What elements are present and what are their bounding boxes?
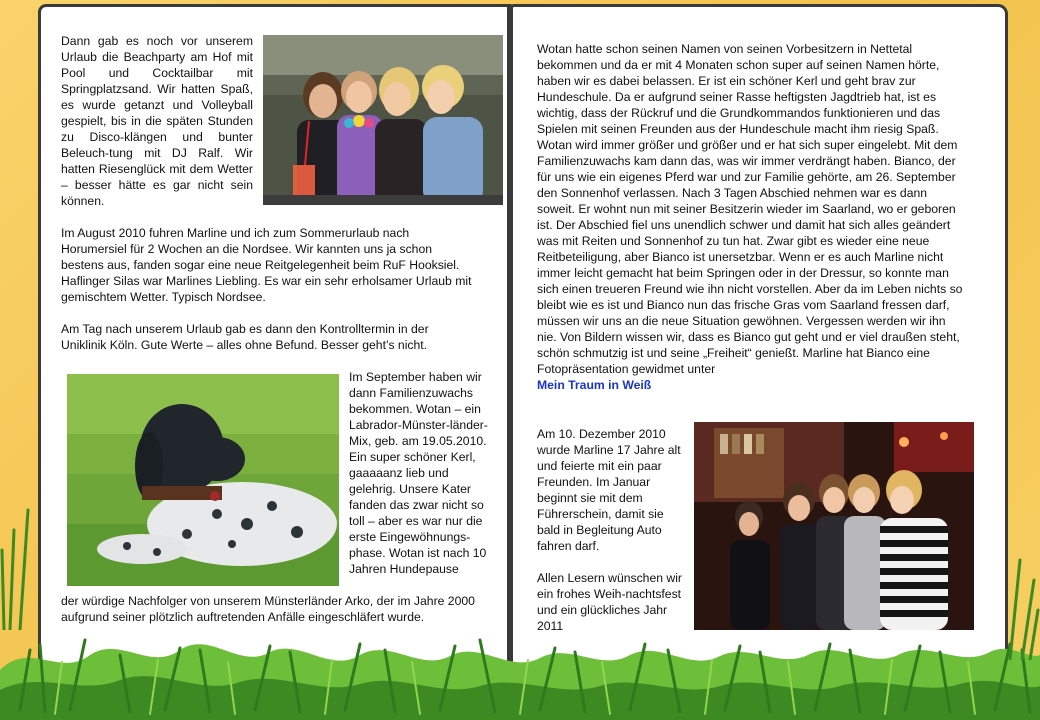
left-paragraph-2: Im August 2010 fuhren Marline und ich zum Sommerurlaub nach Horumersiel für 2 Wochen an die Nordsee. Wir kannten uns ja schon bestens aus, fanden sogar eine neue Reitgelegenheit beim RuF Hooksiel. Haflinger Silas war Marlines Liebling. Es war ein sehr erholsamer Urlaub mit gemischtem Wetter. Typisch Nordsee. [61, 226, 472, 304]
beachparty-photo [263, 35, 503, 205]
left-paragraph-4-continued: der würdige Nachfolger von unserem Münsterländer Arko, der im Jahre 2000 aufgrund seiner plötzlich auftretenden Anfälle eingeschläfert wurde. [61, 594, 475, 624]
presentation-link[interactable]: Mein Traum in Weiß [537, 378, 652, 392]
left-paragraph-3: Am Tag nach unserem Urlaub gab es dann den Kontrolltermin in der Uniklinik Köln. Gute Werte – alles ohne Befund. Besser geht’s nicht. [61, 322, 429, 352]
right-paragraph-1: Wotan hatte schon seinen Namen von seinen Vorbesitzern in Nettetal bekommen und da er mit 4 Monaten schon super auf seinen Namen hörte, haben wir es dabei belassen. Er ist ein schöner Kerl und geht brav zur Hundeschule. Da er aufgrund seiner Rasse heftigsten Jagdtrieb hat, ist es wichtig, dass der Rückruf und die Grundkommandos funktionieren und das Spielen mit seinen Freunden aus der Hundeschule macht ihm riesig Spaß. Wotan wird immer größer und größer und er hat sich super eingelebt. Mit dem Familienzuwachs kam dann das, was wir immer verdrängt haben. Bianco, der für uns wie ein eigenes Pferd war und zur Familie gehörte, am 26. September den Sonnenhof verlassen. Nach 3 Tagen Abschied nehmen war es dann soweit. Er wohnt nun mit seiner Besitzerin wieder im Saarland, wo er geboren ist. Der Abschied fiel uns unendlich schwer und damit hat sich alles geändert was mit Reiten und Sonnenhof zu tun hat. Zwar gibt es wieder eine neue Reitbeteiligung, aber Bianco ist unersetzbar. Wenn er es auch Marline nicht immer leicht gemacht hat beim Springen oder in der Dressur, so konnte man sich einen treueren Freund wie ihn nicht vorstellen. Aber da im Leben nichts so bleibt wie es ist und Bianco nun das frische Gras vom Saarland fressen darf, müssen wir uns an die neue Situation gewöhnen. Vergessen werden wir ihn nie. Von Bildern wissen wir, dass es Bianco gut geht und er viel draußen steht, schön schmutzig ist und seine „Freiheit“ genießt. Marline hat Bianco eine Fotopräsentation gewidmet unter Mein Traum in Weiß [537, 41, 965, 393]
left-paragraph-1: Dann gab es noch vor unserem Urlaub die Beachparty am Hof mit Pool und Cocktailbar mit Springplatzsand. Wir hatten Spaß, es wurde getanzt und Volleyball gespielt, bis in die späten Stunden zu Disco-klängen und bunter Beleuch-tung mit DJ Ralf. Wir hatten Riesenglück mit dem Wetter – besser hätte es gar nicht sein können. [61, 34, 253, 208]
birthday-party-photo [694, 422, 974, 630]
right-paragraph-2: Am 10. Dezember 2010 wurde Marline 17 Jahre alt und feierte mit ein paar Freunden. Im Januar beginnt sie mit dem Führerschein, damit sie bald in Begleitung Auto fahren darf. [537, 427, 681, 553]
grass-right-tuft [1000, 540, 1040, 660]
grass-left-tuft [0, 490, 40, 630]
dog-wotan-photo [67, 374, 339, 586]
book-spine [507, 6, 511, 668]
grass-decoration [0, 600, 1040, 720]
left-paragraph-4: Im September haben wir dann Familienzuwachs bekommen. Wotan – ein Labrador-Münster-länder-Mix, geb. am 19.05.2010. Ein super schöner Kerl, gaaaaanz lieb und gelehrig. Unsere Kater fanden das zwar nicht so toll – aber es war nur die erste Eingewöhnungs-phase. Wotan ist nach 10 Jahren Hundepause [349, 370, 488, 576]
right-paragraph-3: Allen Lesern wünschen wir ein frohes Weih-nachtsfest und ein glückliches Jahr 2011 [537, 571, 682, 633]
